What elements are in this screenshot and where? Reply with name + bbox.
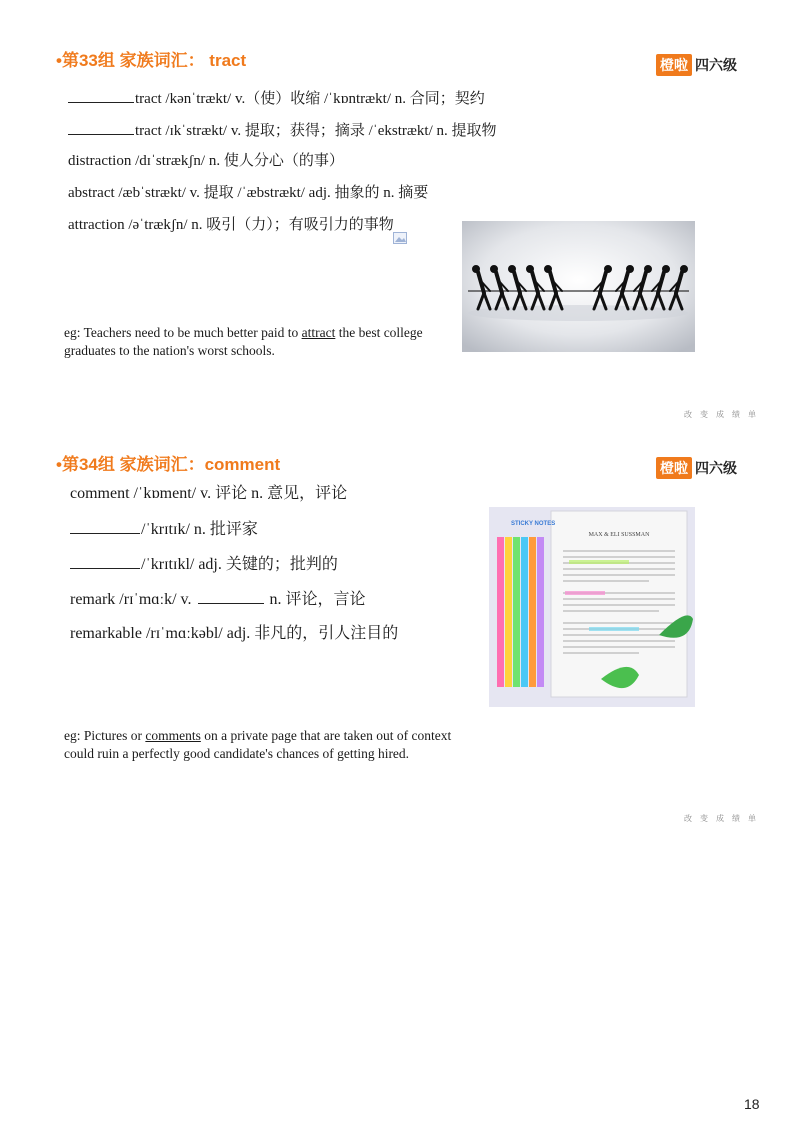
vocab-text: /ˈkrɪtɪk/ n. 批评家	[141, 521, 258, 538]
group-33-heading: •第33组 家族词汇： tract	[56, 51, 247, 70]
vocab-line-critic	[70, 519, 258, 540]
page-number: 18	[744, 1096, 760, 1112]
vocab-text: tract /ɪkˈstrækt/ v. 提取；获得；摘录 /ˈekstrækt/ n. 提取物	[135, 123, 497, 139]
vocab-text: /ˈkrɪtɪkl/ adj. 关键的；批判的	[141, 556, 338, 573]
book-title: MAX & ELI SUSSMAN	[588, 532, 650, 538]
vocab-line-contract	[68, 88, 485, 109]
example-sentence-33	[64, 324, 444, 360]
example-sentence-34	[64, 727, 454, 763]
underlined-word: attract	[301, 325, 336, 340]
sticky-notes-illustration	[489, 507, 695, 707]
fill-blank	[68, 120, 134, 135]
example-text: the best college graduates to the nation's worst schools.	[64, 325, 423, 358]
tug-of-war-image	[462, 221, 695, 352]
sticky-notes-book-image	[489, 507, 695, 707]
vocab-line-remark	[70, 589, 366, 610]
vocab-line-comment: comment /ˈkɒment/ v. 评论 n. 意见，评论	[70, 485, 348, 502]
underlined-word: comments	[145, 728, 201, 743]
vocab-line-attraction: attraction /əˈtrækʃn/ n. 吸引（力）；有吸引力的事物	[68, 217, 394, 233]
fill-blank	[198, 589, 264, 604]
tug-of-war-illustration	[462, 221, 695, 352]
vocab-line-abstract: abstract /æbˈstrækt/ v. 提取 /ˈæbstrækt/ adj. 抽象的 n. 摘要	[68, 185, 429, 201]
vocab-line-remarkable: remarkable /rɪˈmɑːkəbl/ adj. 非凡的，引人注目的	[70, 625, 399, 642]
vocab-line-critical	[70, 554, 338, 575]
brand-level: 四六级	[695, 460, 737, 476]
sticky-label: STICKY NOTES	[511, 521, 556, 527]
example-text: eg: Teachers need to be much better paid to	[64, 325, 302, 340]
vocab-text: tract /kənˈtrækt/ v.（使）收缩 /ˈkɒntrækt/ n. 合同；契约	[135, 91, 485, 107]
fill-blank	[68, 88, 134, 103]
brand-badge	[656, 457, 737, 479]
vocab-text: remark /rɪˈmɑːk/ v.	[70, 591, 192, 608]
brand-logo: 橙啦	[656, 54, 692, 76]
brand-level: 四六级	[695, 57, 737, 73]
group-34-heading: •第34组 家族词汇：comment	[56, 455, 281, 474]
fill-blank	[70, 519, 140, 534]
vocab-line-distraction: distraction /dɪˈstrækʃn/ n. 使人分心（的事）	[68, 153, 344, 169]
footer-mark-34: 改 变 成 绩 单	[684, 814, 759, 823]
example-text: on a private page that are taken out of context could ruin a perfectly good candidate's chances of getting hired.	[64, 728, 452, 761]
image-placeholder-icon	[393, 231, 407, 243]
vocab-line-extract	[68, 120, 497, 141]
brand-logo: 橙啦	[656, 457, 692, 479]
brand-badge	[656, 54, 737, 76]
footer-mark-33: 改 变 成 绩 单	[684, 410, 759, 419]
fill-blank	[70, 554, 140, 569]
vocab-text: n. 评论，言论	[269, 591, 366, 608]
example-text: eg: Pictures or	[64, 728, 146, 743]
